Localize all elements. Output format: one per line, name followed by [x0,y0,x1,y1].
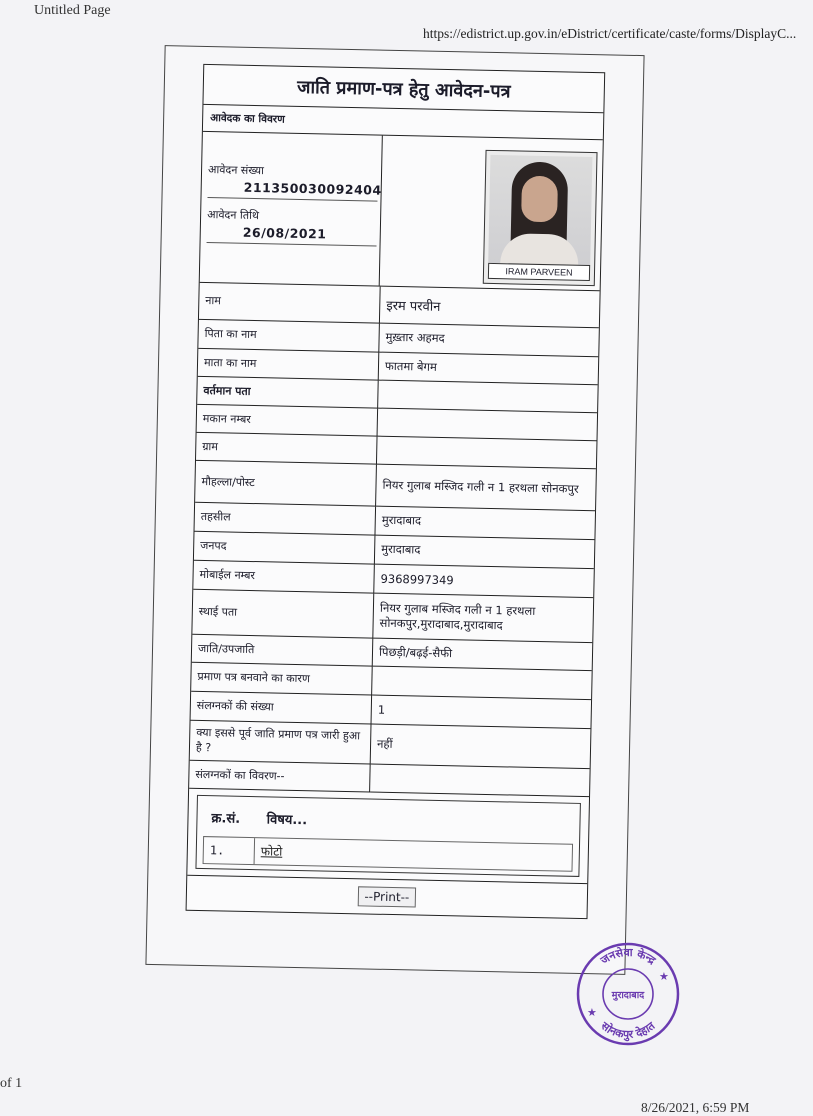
row-label: जाति/उपजाति [192,634,373,666]
attachments-subject-header: विषय... [266,811,308,828]
form-sheet [145,45,644,975]
attachments-sno-header: क्र.सं. [211,810,241,827]
page-count: of 1 [0,1076,23,1091]
row-label: स्थाई पता [192,589,373,638]
row-value: इरम परवीन [379,287,599,328]
seal-star-icon: ★ [587,1006,597,1019]
browser-page-title: Untitled Page [34,3,111,18]
row-value: नियर गुलाब मस्जिद गली न 1 हरथला सोनकपुर,मुरादाबाद,मुरादाबाद [373,593,593,643]
applicant-header [200,132,603,291]
row-label: मौहल्ला/पोस्ट [195,460,376,506]
row-value: नियर गुलाब मस्जिद गली न 1 हरथला सोनकपुर [376,464,596,511]
row-value [370,764,590,797]
attachments-box [195,794,580,876]
photo-face [521,176,558,223]
row-value: पिछड़ी/बढ़ई-सैफी [372,638,592,671]
row-label: पिता का नाम [198,319,379,352]
print-area [187,874,588,917]
browser-url: https://edistrict.up.gov.in/eDistrict/certificate/caste/forms/DisplayC... [423,26,797,41]
print-datetime: 8/26/2021, 6:59 PM [641,1100,750,1115]
row-label: मोबाईल नम्बर [193,560,374,593]
row-value: 9368997349 [374,564,594,598]
row-label: जनपद [194,531,375,564]
attachment-link[interactable]: फोटो [260,844,283,859]
row-label: तहसील [195,502,376,535]
seal-top-text: जनसेवा केन्द्र [598,945,658,968]
row-label: वर्तमान पता [197,376,378,408]
row-label: नाम [199,283,380,323]
row-label: माता का नाम [198,348,379,380]
row-label: प्रमाण पत्र बनवाने का कारण [191,662,372,695]
divider [207,197,377,202]
row-label: मकान नम्बर [197,404,378,436]
application-form [186,64,606,919]
applicant-photo [483,150,598,286]
application-meta [200,132,383,286]
office-seal [574,940,682,1048]
photo-caption: IRAM PARVEEN [488,263,590,281]
divider [207,242,377,247]
row-value: 1 [371,695,591,729]
row-label: संलग्नकों का विवरण-- [189,760,370,792]
row-label: क्या इससे पूर्व जाति प्रमाण पत्र जारी हुआ है ? [190,720,371,764]
row-value [372,666,592,700]
row-value: मुख़्तार अहमद [379,323,599,357]
row-label: ग्राम [196,432,377,464]
application-no: 211350030092404 [243,179,382,198]
details-table [189,283,599,797]
row-value: मुरादाबाद [375,506,595,540]
row-value: नहीं [370,724,590,769]
attachment-sno: 1. [204,837,256,864]
form-title: जाति प्रमाण-पत्र हेतु आवेदन-पत्र [203,65,604,113]
seal-bottom-text: सोनकपुर देहात [598,1019,658,1042]
application-date: 26/08/2021 [242,224,327,242]
row-value: मुरादाबाद [374,535,594,569]
seal-middle-text: मुरादाबाद [611,990,645,1001]
photo-image [488,155,592,265]
photo-cell [380,136,603,291]
section-heading: आवेदक का विवरण [203,105,603,140]
row-value: फातमा बेगम [378,352,598,385]
row-label: संलग्नकों की संख्या [191,691,372,724]
application-no-label: आवेदन संख्या [207,163,265,178]
print-button[interactable]: --Print-- [357,886,416,907]
application-date-label: आवेदन तिथि [207,208,260,223]
seal-star-icon: ★ [659,970,669,983]
